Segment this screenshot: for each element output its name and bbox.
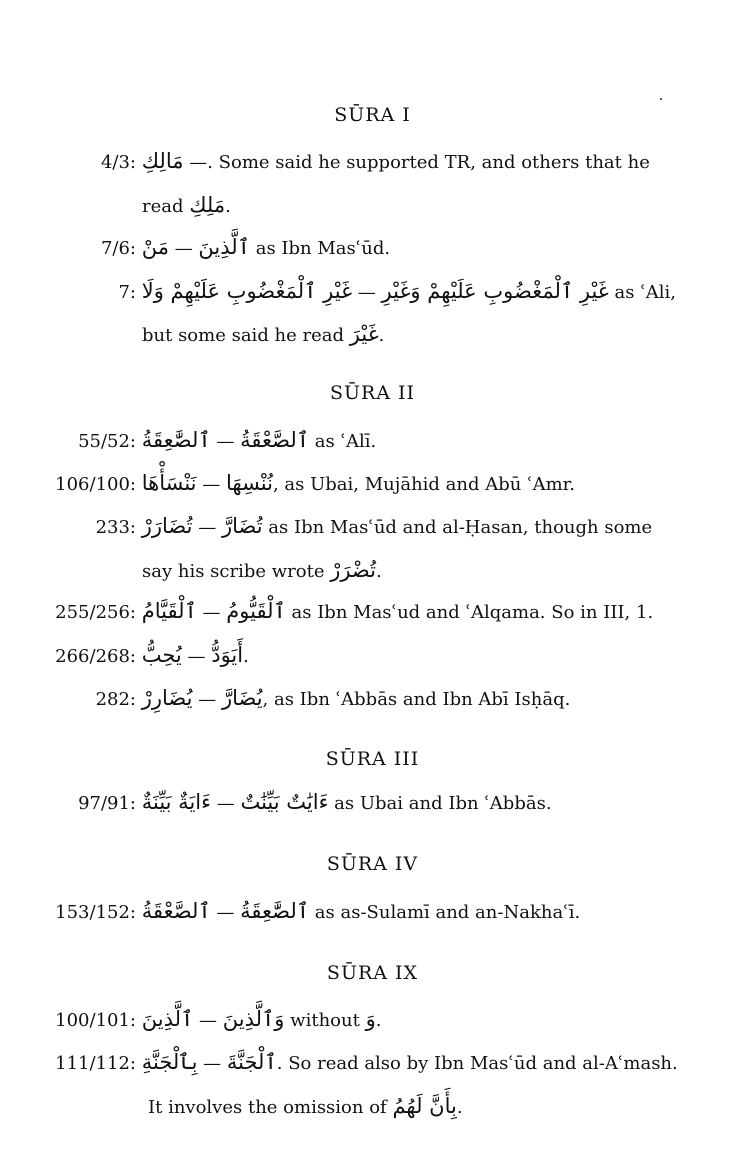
page-speck (660, 98, 662, 100)
arabic-text: ٱلَّذِينَ (141, 1007, 194, 1031)
arabic-text: غَيْرِ ٱلْمَغْضُوبِ عَلَيْهِمْ وَغَيْرِ (381, 279, 609, 303)
arabic-text: تُضْرَرْ (330, 558, 376, 582)
entry-text: , as Ibn ʿAbbās and Ibn Abī Isḥāq. (262, 689, 571, 710)
entry-text: —. Some said he supported TR, and others that he (183, 152, 650, 173)
arabic-text: بِٱلْجَنَّةِ (141, 1050, 198, 1074)
entry-line (40, 686, 570, 712)
entry-line (40, 599, 653, 625)
arabic-text: مَالِكِ (141, 149, 184, 173)
sura-heading: SŪRA III (325, 748, 420, 770)
entry-line-continued (142, 322, 384, 348)
arabic-text: نَنْسَأْهَا (141, 471, 197, 495)
entry-text: — (210, 431, 241, 452)
arabic-text: ءَايَةٌ بَيِّنَةٌ (141, 790, 211, 814)
entry-text: — (192, 517, 222, 538)
entry-text: as Ibn Masʿūd. (249, 238, 391, 259)
verse-ref: 233: (95, 517, 136, 538)
entry-line-continued (142, 558, 382, 584)
entry-text: — (197, 1053, 227, 1074)
entry-text: . (376, 561, 382, 582)
arabic-text: غَيْرِ ٱلْمَغْضُوبِ عَلَيْهِمْ وَلَا (141, 279, 353, 303)
entry-text: without (284, 1010, 366, 1031)
entry-text: — (181, 646, 212, 667)
entry-text: . (225, 196, 231, 217)
entry-line-continued (148, 1094, 463, 1120)
arabic-text: أَيَوَدُّ (211, 643, 244, 667)
entry-line (40, 471, 575, 497)
entry-text: , as Ubai, Mujāhid and Abū ʿAmr. (272, 474, 576, 495)
verse-ref: 111/112: (55, 1053, 136, 1074)
entry-text: as ʿAlī. (309, 431, 377, 452)
entry-line (40, 428, 376, 454)
arabic-text: ٱلصَّعْقَةُ (240, 428, 310, 452)
verse-ref: 4/3: (100, 152, 136, 173)
entry-text: . (378, 325, 385, 346)
arabic-text: نُنْسِهَا (225, 471, 273, 495)
entry-text: as ʿAli, (608, 282, 676, 303)
verse-ref: 7: (118, 282, 136, 303)
arabic-text: ٱلْجَنَّةَ (226, 1050, 277, 1074)
verse-ref: 106/100: (55, 474, 136, 495)
entry-text: — (168, 238, 199, 259)
entry-text: as Ubai and Ibn ʿAbbās. (328, 793, 552, 814)
entry-text: — (196, 474, 226, 495)
verse-ref: 97/91: (78, 793, 136, 814)
entry-line (40, 1050, 678, 1076)
entry-text: as Ibn Masʿud and ʿAlqama. So in III, 1. (285, 602, 654, 623)
verse-ref: 55/52: (78, 431, 136, 452)
entry-line (40, 643, 249, 669)
verse-ref: 282: (95, 689, 136, 710)
entry-line (40, 514, 652, 540)
entry-text: — (193, 1010, 223, 1031)
entry-line (70, 279, 676, 305)
entry-text: say his scribe wrote (142, 561, 331, 582)
entry-text: It involves the omission of (148, 1097, 393, 1118)
entry-text: read (142, 196, 190, 217)
entry-line (40, 790, 552, 816)
arabic-text: ٱلْقَيُّومُ (226, 599, 286, 623)
entry-text: — (192, 689, 222, 710)
verse-ref: 100/101: (55, 1010, 136, 1031)
entry-text: . So read also by Ibn Masʿūd and al-Aʿmash. (276, 1053, 678, 1074)
arabic-text: بِأَنَّ لَهُمُ (392, 1094, 457, 1118)
verse-ref: 255/256: (55, 602, 136, 623)
arabic-text: مَلِكِ (189, 193, 226, 217)
entry-text: but some said he read (142, 325, 350, 346)
sura-heading: SŪRA IV (326, 853, 419, 875)
entry-text: . (243, 646, 249, 667)
arabic-text: يُحِبُّ (141, 643, 182, 667)
entry-text: — (211, 793, 241, 814)
entry-line (40, 899, 580, 925)
entry-text: — (196, 602, 227, 623)
arabic-text: ٱلْقَيَّامُ (141, 599, 197, 623)
arabic-text: ٱلصَّٰعِقَةُ (141, 428, 211, 452)
arabic-text: يُضَارَّ (221, 686, 263, 710)
arabic-text: تُضَارَرْ (141, 514, 193, 538)
verse-ref: 153/152: (55, 902, 136, 923)
arabic-text: تُضَارَّ (221, 514, 263, 538)
arabic-text: يُضَارِرْ (141, 686, 193, 710)
sura-heading: SŪRA I (334, 104, 411, 126)
entry-text: — (352, 282, 382, 303)
sura-heading: SŪRA IX (326, 962, 419, 984)
entry-text: . (456, 1097, 463, 1118)
arabic-text: مَنْ (141, 235, 169, 259)
entry-text: — (210, 902, 241, 923)
entry-text: as as-Sulamī and an-Nakhaʿī. (309, 902, 581, 923)
arabic-text: وَ (365, 1007, 376, 1031)
arabic-text: ءَايَٰتٌ بَيِّنَٰتٌ (240, 790, 329, 814)
arabic-text: ٱلصَّعْقَةُ (141, 899, 211, 923)
entry-line-continued (142, 193, 231, 219)
arabic-text: وَٱلَّذِينَ (222, 1007, 285, 1031)
arabic-text: ٱلَّذِينَ (198, 235, 250, 259)
verse-ref: 266/268: (55, 646, 136, 667)
arabic-text: ٱلصَّٰعِقَةُ (240, 899, 310, 923)
sura-heading: SŪRA II (329, 382, 416, 404)
entry-line (70, 149, 650, 175)
entry-line (40, 1007, 381, 1033)
entry-text: as Ibn Masʿūd and al-Ḥasan, though some (262, 517, 653, 538)
entry-line (70, 235, 390, 261)
arabic-text: غَيْرَ (349, 322, 379, 346)
entry-text: . (375, 1010, 382, 1031)
verse-ref: 7/6: (100, 238, 136, 259)
